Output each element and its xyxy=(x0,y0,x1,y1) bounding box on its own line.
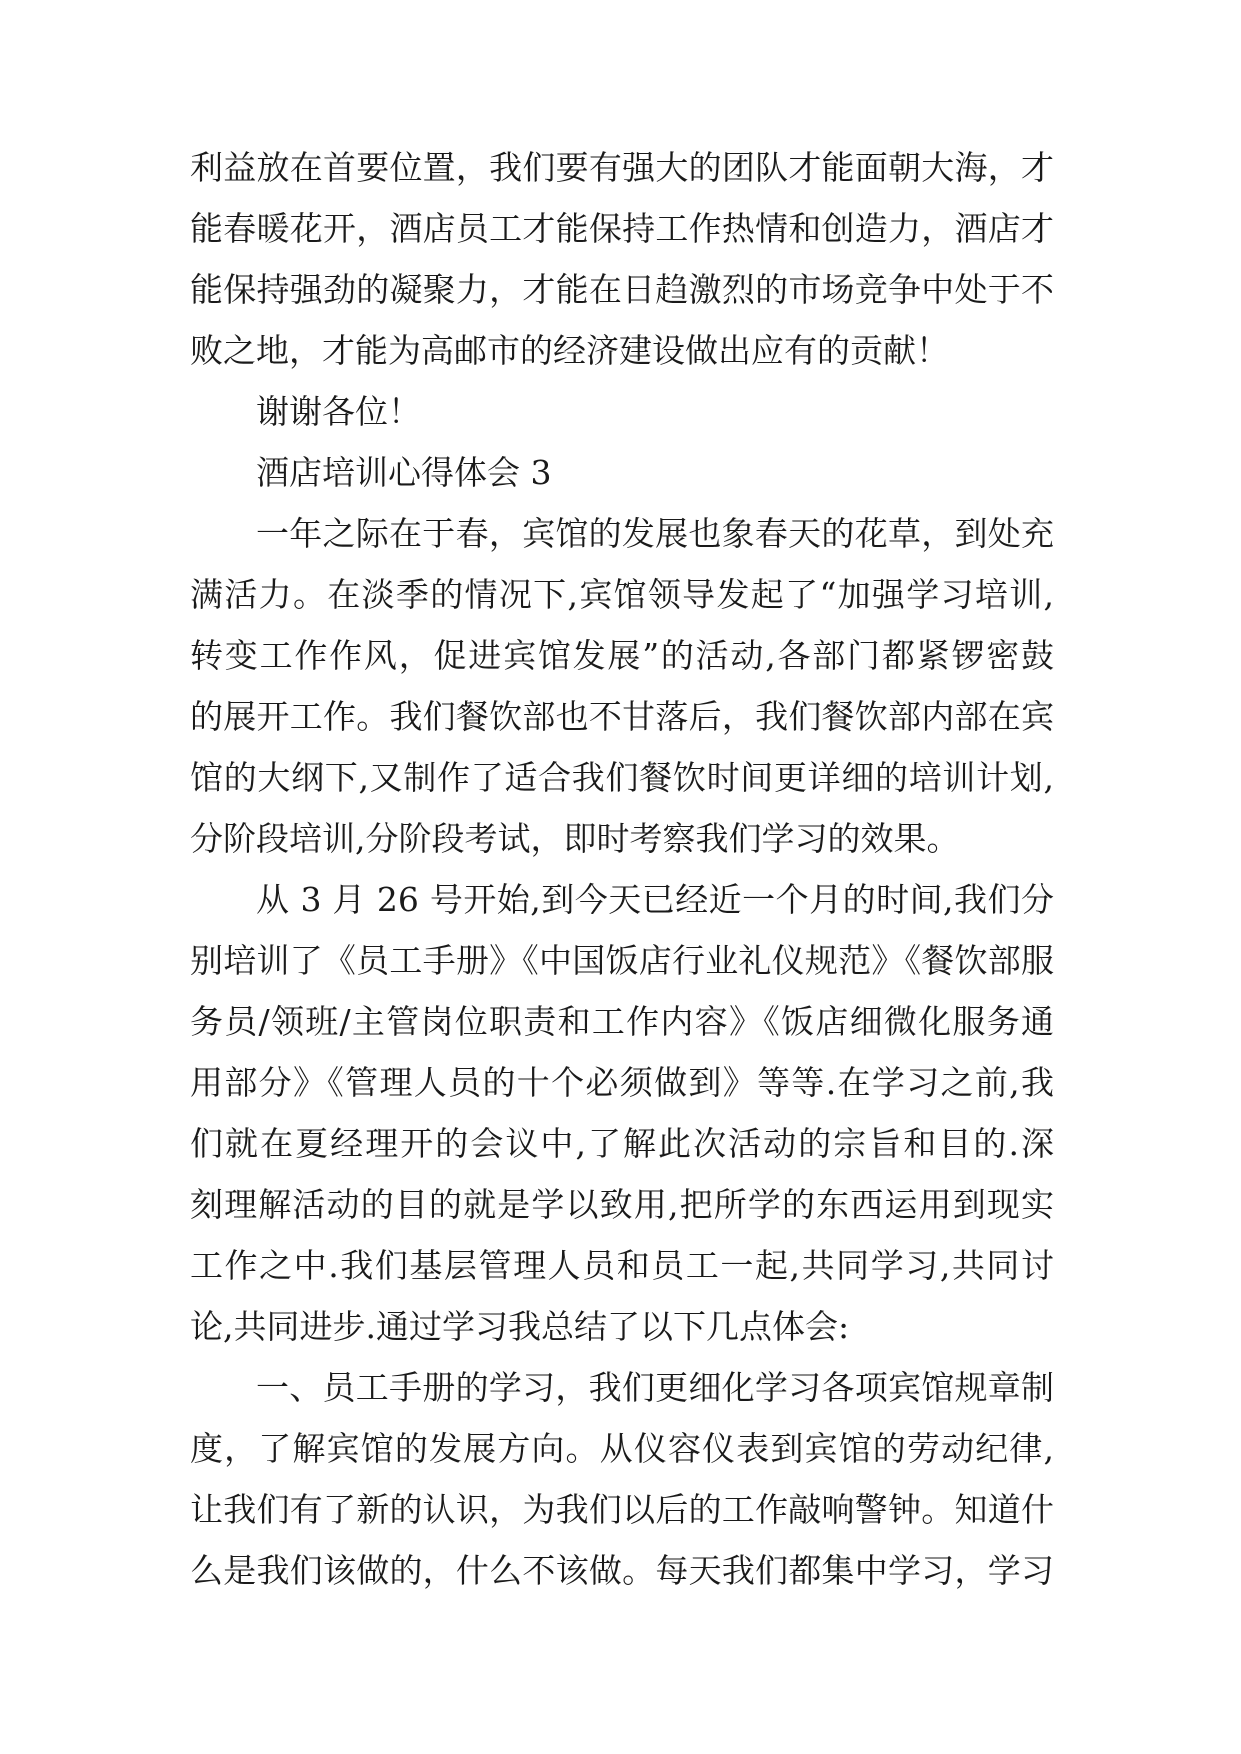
text-line: 让我们有了新的认识，为我们以后的工作敲响警钟。知道什 xyxy=(190,1490,1054,1529)
text-line: 么是我们该做的，什么不该做。每天我们都集中学习，学习 xyxy=(190,1551,1054,1590)
text-line: 馆的大纲下,又制作了适合我们餐饮时间更详细的培训计划, xyxy=(190,758,1054,797)
text-line: 用部分》《管理人员的十个必须做到》等等.在学习之前,我 xyxy=(190,1063,1054,1102)
text-line: 利益放在首要位置，我们要有强大的团队才能面朝大海，才 xyxy=(190,148,1054,187)
text-line: 一、员工手册的学习，我们更细化学习各项宾馆规章制 xyxy=(256,1368,1054,1407)
text-line: 败之地，才能为高邮市的经济建设做出应有的贡献！ xyxy=(190,331,949,370)
text-line: 转变工作作风，促进宾馆发展”的活动,各部门都紧锣密鼓 xyxy=(190,636,1054,675)
text-line: 度，了解宾馆的发展方向。从仪容仪表到宾馆的劳动纪律, xyxy=(190,1429,1054,1468)
text-line: 分阶段培训,分阶段考试，即时考察我们学习的效果。 xyxy=(190,819,960,858)
text-line: 刻理解活动的目的就是学以致用,把所学的东西运用到现实 xyxy=(190,1185,1054,1224)
text-line: 工作之中.我们基层管理人员和员工一起,共同学习,共同讨 xyxy=(190,1246,1054,1285)
text-line: 务员/领班/主管岗位职责和工作内容》《饭店细微化服务通 xyxy=(190,1002,1054,1041)
text-line: 们就在夏经理开的会议中,了解此次活动的宗旨和目的.深 xyxy=(190,1124,1054,1163)
text-line: 一年之际在于春，宾馆的发展也象春天的花草，到处充 xyxy=(256,514,1054,553)
text-line: 谢谢各位！ xyxy=(256,392,421,431)
text-line: 能保持强劲的凝聚力，才能在日趋激烈的市场竞争中处于不 xyxy=(190,270,1054,309)
text-line: 别培训了《员工手册》《中国饭店行业礼仪规范》《餐饮部服 xyxy=(190,941,1054,980)
text-line: 满活力。在淡季的情况下,宾馆领导发起了“加强学习培训, xyxy=(190,575,1054,614)
text-line: 能春暖花开，酒店员工才能保持工作热情和创造力，酒店才 xyxy=(190,209,1054,248)
text-line: 论,共同进步.通过学习我总结了以下几点体会: xyxy=(190,1307,850,1346)
section-heading: 酒店培训心得体会 3 xyxy=(256,453,552,492)
text-line: 从 3 月 26 号开始,到今天已经近一个月的时间,我们分 xyxy=(256,880,1054,919)
text-line: 的展开工作。我们餐饮部也不甘落后，我们餐饮部内部在宾 xyxy=(190,697,1054,736)
